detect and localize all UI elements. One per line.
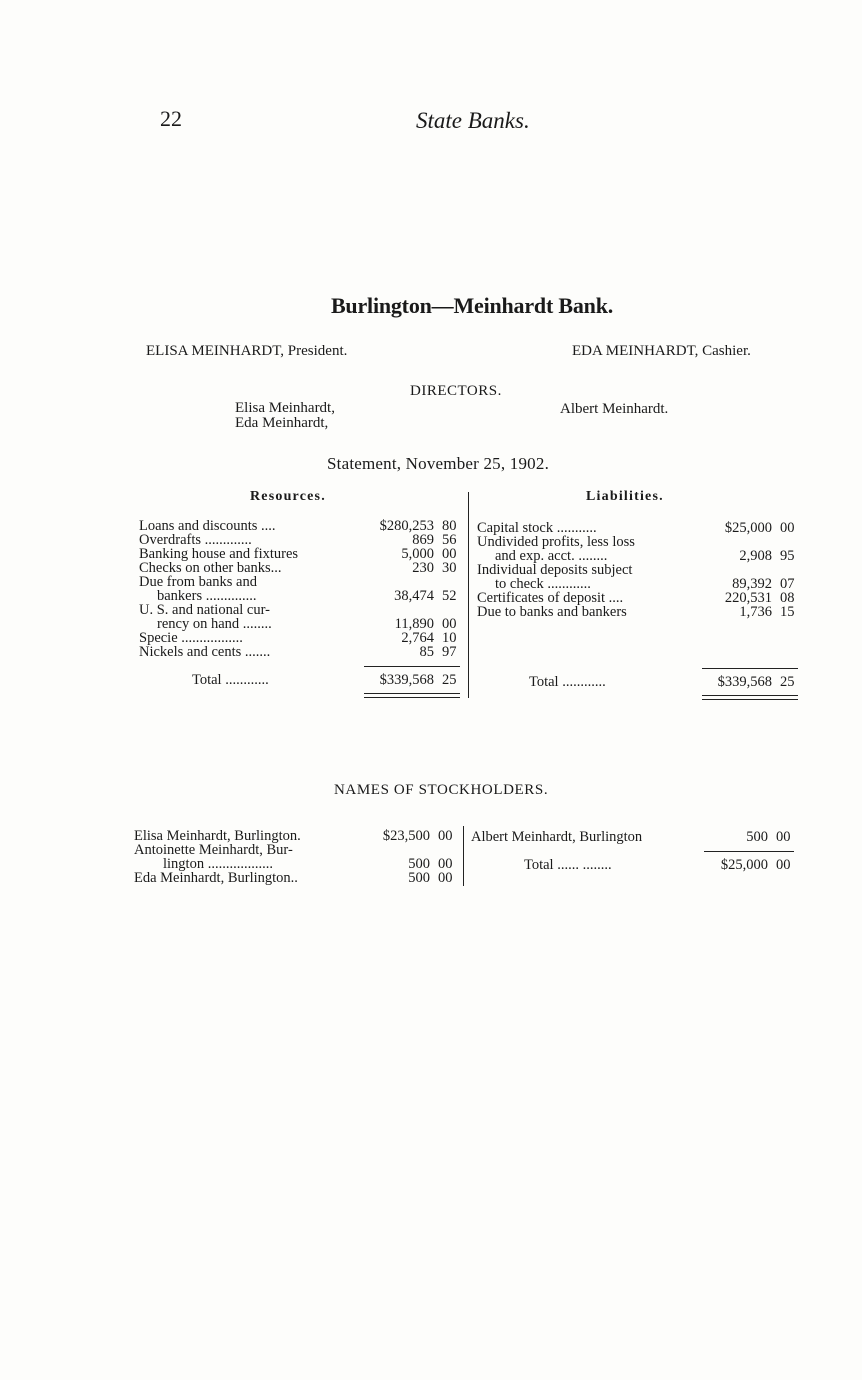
row-label: lington .................. xyxy=(163,856,273,872)
row-cents: 00 xyxy=(780,520,795,536)
row-dollars: 1,736 xyxy=(739,604,772,620)
total-dollars: $25,000 xyxy=(720,857,768,873)
row-dollars: 500 xyxy=(408,870,430,886)
row-label: and exp. acct. ........ xyxy=(495,548,608,564)
row-label: Specie ................. xyxy=(139,630,243,646)
row-label: Due to banks and bankers xyxy=(477,604,627,620)
row-dollars: 869 xyxy=(412,532,434,548)
total-label: Total ............ xyxy=(529,674,606,690)
director-name: Eda Meinhardt, xyxy=(235,415,329,431)
total-cents: 25 xyxy=(442,672,457,688)
row-label: U. S. and national cur- xyxy=(139,602,270,618)
total-cents: 00 xyxy=(776,857,791,873)
row-dollars: 500 xyxy=(408,856,430,872)
bank-title: Burlington—Meinhardt Bank. xyxy=(330,293,614,318)
row-label: Antoinette Meinhardt, Bur- xyxy=(134,842,293,858)
row-cents: 97 xyxy=(442,644,457,660)
row-label: Certificates of deposit .... xyxy=(477,590,624,606)
row-label: to check ............ xyxy=(495,576,591,592)
row-label: Undivided profits, less loss xyxy=(477,534,635,550)
stockholders-heading: NAMES OF STOCKHOLDERS. xyxy=(334,782,549,798)
row-label: Overdrafts ............. xyxy=(139,532,252,548)
row-label: rency on hand ........ xyxy=(157,616,272,632)
row-cents: 30 xyxy=(442,560,457,576)
row-cents: 00 xyxy=(438,870,453,886)
total-cents: 25 xyxy=(780,674,795,690)
row-label: Capital stock ........... xyxy=(477,520,597,536)
row-cents: 00 xyxy=(442,616,457,632)
row-dollars: 2,908 xyxy=(739,548,772,564)
director-name: Elisa Meinhardt, xyxy=(235,400,335,416)
row-label: Elisa Meinhardt, Burlington. xyxy=(134,828,301,844)
stockholders-divider xyxy=(463,826,464,886)
resources-double-rule xyxy=(364,693,460,694)
row-label: Loans and discounts .... xyxy=(139,518,276,534)
row-label: Individual deposits subject xyxy=(477,562,633,578)
row-dollars: 500 xyxy=(746,829,768,845)
row-cents: 95 xyxy=(780,548,795,564)
directors-heading: DIRECTORS. xyxy=(410,383,502,399)
row-dollars: 220,531 xyxy=(724,590,772,606)
total-dollars: $339,568 xyxy=(379,672,434,688)
row-cents: 00 xyxy=(776,829,791,845)
row-label: bankers .............. xyxy=(157,588,257,604)
cashier: EDA MEINHARDT, Cashier. xyxy=(572,343,751,359)
page-number: 22 xyxy=(160,106,182,131)
row-dollars: $280,253 xyxy=(379,518,434,534)
directors-right xyxy=(560,402,668,417)
row-dollars: 11,890 xyxy=(394,616,434,632)
liabilities-total-rule xyxy=(702,668,798,669)
resources-heading: Resources. xyxy=(250,489,326,504)
row-label: Banking house and fixtures xyxy=(139,546,299,562)
row-cents: 52 xyxy=(442,588,457,604)
row-cents: 00 xyxy=(438,828,453,844)
row-cents: 10 xyxy=(442,630,457,646)
row-dollars: 85 xyxy=(419,644,434,660)
stockholders-total-rule xyxy=(704,851,794,852)
liabilities-double-rule xyxy=(702,699,798,700)
row-dollars: 230 xyxy=(412,560,434,576)
row-label: Checks on other banks... xyxy=(139,560,282,576)
row-dollars: 89,392 xyxy=(732,576,772,592)
statement-date: Statement, November 25, 1902. xyxy=(327,454,550,473)
row-dollars: 38,474 xyxy=(394,588,434,604)
resources-double-rule xyxy=(364,697,460,698)
row-cents: 00 xyxy=(442,546,457,562)
director-name: Albert Meinhardt. xyxy=(560,401,669,417)
row-label: Albert Meinhardt, Burlington xyxy=(471,829,643,845)
total-label: Total ............ xyxy=(192,672,269,688)
row-cents: 07 xyxy=(780,576,795,592)
row-cents: 08 xyxy=(780,590,795,606)
row-dollars: 5,000 xyxy=(401,546,434,562)
column-divider xyxy=(468,492,469,698)
row-cents: 00 xyxy=(438,856,453,872)
row-label: Eda Meinhardt, Burlington.. xyxy=(134,870,298,886)
row-cents: 15 xyxy=(780,604,795,620)
row-dollars: $25,000 xyxy=(724,520,772,536)
directors-left xyxy=(235,401,335,431)
row-cents: 56 xyxy=(442,532,457,548)
liabilities-heading: Liabilities. xyxy=(586,489,664,504)
liabilities-double-rule xyxy=(702,695,798,696)
row-dollars: $23,500 xyxy=(382,828,430,844)
running-title: State Banks. xyxy=(416,108,530,133)
resources-total-rule xyxy=(364,666,460,667)
president: ELISA MEINHARDT, President. xyxy=(146,343,348,359)
total-dollars: $339,568 xyxy=(717,674,772,690)
row-label: Due from banks and xyxy=(139,574,257,590)
row-cents: 80 xyxy=(442,518,457,534)
row-dollars: 2,764 xyxy=(401,630,434,646)
total-label: Total ...... ........ xyxy=(524,857,612,873)
row-label: Nickels and cents ....... xyxy=(139,644,271,660)
